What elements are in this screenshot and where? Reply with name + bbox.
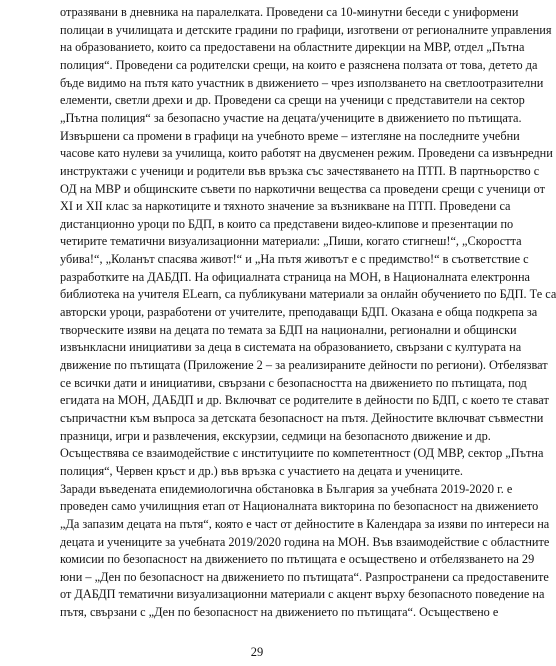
text-line: децата и учениците за учебната 2019/2020 година на МОН. Във взаимодействие с областните [60, 534, 550, 549]
text-line: разработките на ДАБДП. На официалната страница на МОН, в Националната електронна [60, 269, 531, 284]
text-line: се всички дати и инициативи, свързани с безопасността на движението по пътищата, под [60, 375, 527, 390]
text-line: проведен само училищния етап от Националната викторина по безопасност на движението [60, 499, 539, 514]
text-line: елементи, светли дрехи и др. Проведени са срещи на ученици с представители на сектор [60, 93, 525, 108]
text-line: часове като нулеви за училища, които работят на двусменен режим. Проведени са извънредни [60, 146, 553, 161]
text-line: юни – „Ден по безопасност на движението по пътищата“. Разпространени са предоставените [60, 569, 549, 584]
page-number: 29 [250, 645, 264, 659]
text-line: Заради въведената епидемиологична обстановка в България за учебната 2019-2020 г. е [60, 481, 513, 496]
text-line: убива!“, „Коланът спасява живот!“ и „На пътя животът е с предимство!“ в съответствие с [60, 252, 529, 267]
text-line: дистанционно уроци по БДП, в които са представени видео-клипове и презентации по [60, 216, 514, 231]
text-line: Осъществява се взаимодействие с институциите по компетентност (ОД МВР, сектор „Пътна [60, 446, 544, 461]
text-line: комисии по безопасност на движението по пътищата е осъществено и отбелязването на 29 [60, 552, 535, 567]
text-line: бъде видимо на пътя като участник в движението – чрез използването на светлоотразителни [60, 75, 544, 90]
text-line: съпричастни към въпроса за детската безопасност на пътя. Дейностите включват съвместни [60, 410, 544, 425]
text-line: отразявани в дневника на паралелката. Проведени са 10-минутни беседи с униформени [60, 5, 519, 19]
text-line: инструктажи с ученици и родители във връзка със зачестяването на ПТП. В партньорство с [60, 163, 540, 178]
text-line: полицаи в училищата и детските градини по графици, изготвени от регионалните управления [60, 22, 552, 37]
text-line: четирите тематични визуализационни материали: „Пиши, когато стигнеш!“, „Скоростта [60, 234, 522, 249]
text-line: творческите изяви на децата по темата за БДП на национални, регионални и общински [60, 322, 517, 337]
text-line: движение по пътищата (Приложение 2 – за реализираните дейности по региони). Отбелязват [60, 358, 548, 372]
text-line: празници, игри и развлечения, екскурзии, седмици на безопасното движение и др. [60, 428, 491, 443]
text-line: пътя, свързани с „Ден по безопасност на движението по пътищата“. Осъществено е [60, 605, 499, 620]
text-line: полиция“, Червен кръст и др.) във връзка с участието на децата и учениците. [60, 463, 463, 478]
text-line: „Да запазим децата на пътя“, която е част от дейностите в Календара за изяви по интереси на [60, 516, 550, 531]
text-line: авторски уроци, разработени от учителите, преподаващи БДП. Оказана е обща подкрепа за [60, 305, 538, 319]
text-line: XI и XII клас за наркотиците и тяхното значение за възникване на ПТП. Проведени са [60, 199, 511, 214]
text-line: на образованието, които са предоставени на областните дирекции на МВР, отдел „Пътна [60, 40, 525, 55]
text-line: от ДАБДП тематични визуализационни материали с акцент върху безопасното поведение на [60, 587, 545, 602]
text-line: библиотека на учителя ELearn, са публикувани материали за онлайн обучението по БДП. Те са [60, 287, 556, 302]
text-line: „Пътна полиция“ за безопасно участие на децата/учениците в движението по пътищата. [60, 110, 522, 125]
text-line: ОД на МВР и общинските съвети по наркотични вещества са проведени срещи с ученици от [60, 181, 545, 196]
text-line: Извършени са промени в графици на учебното време – изтегляне на последните учебни [60, 128, 520, 143]
text-line: егидата на МОН, ДАБДП и др. Включват се родителите в дейности по БДП, с което те стават [60, 393, 549, 408]
text-line: полиция“. Проведени са родителски срещи, на които е разяснена ползата от това, детето да [60, 57, 538, 72]
text-line: извънкласни инициативи за деца в системата на образованието, свързани с културата на [60, 340, 522, 355]
